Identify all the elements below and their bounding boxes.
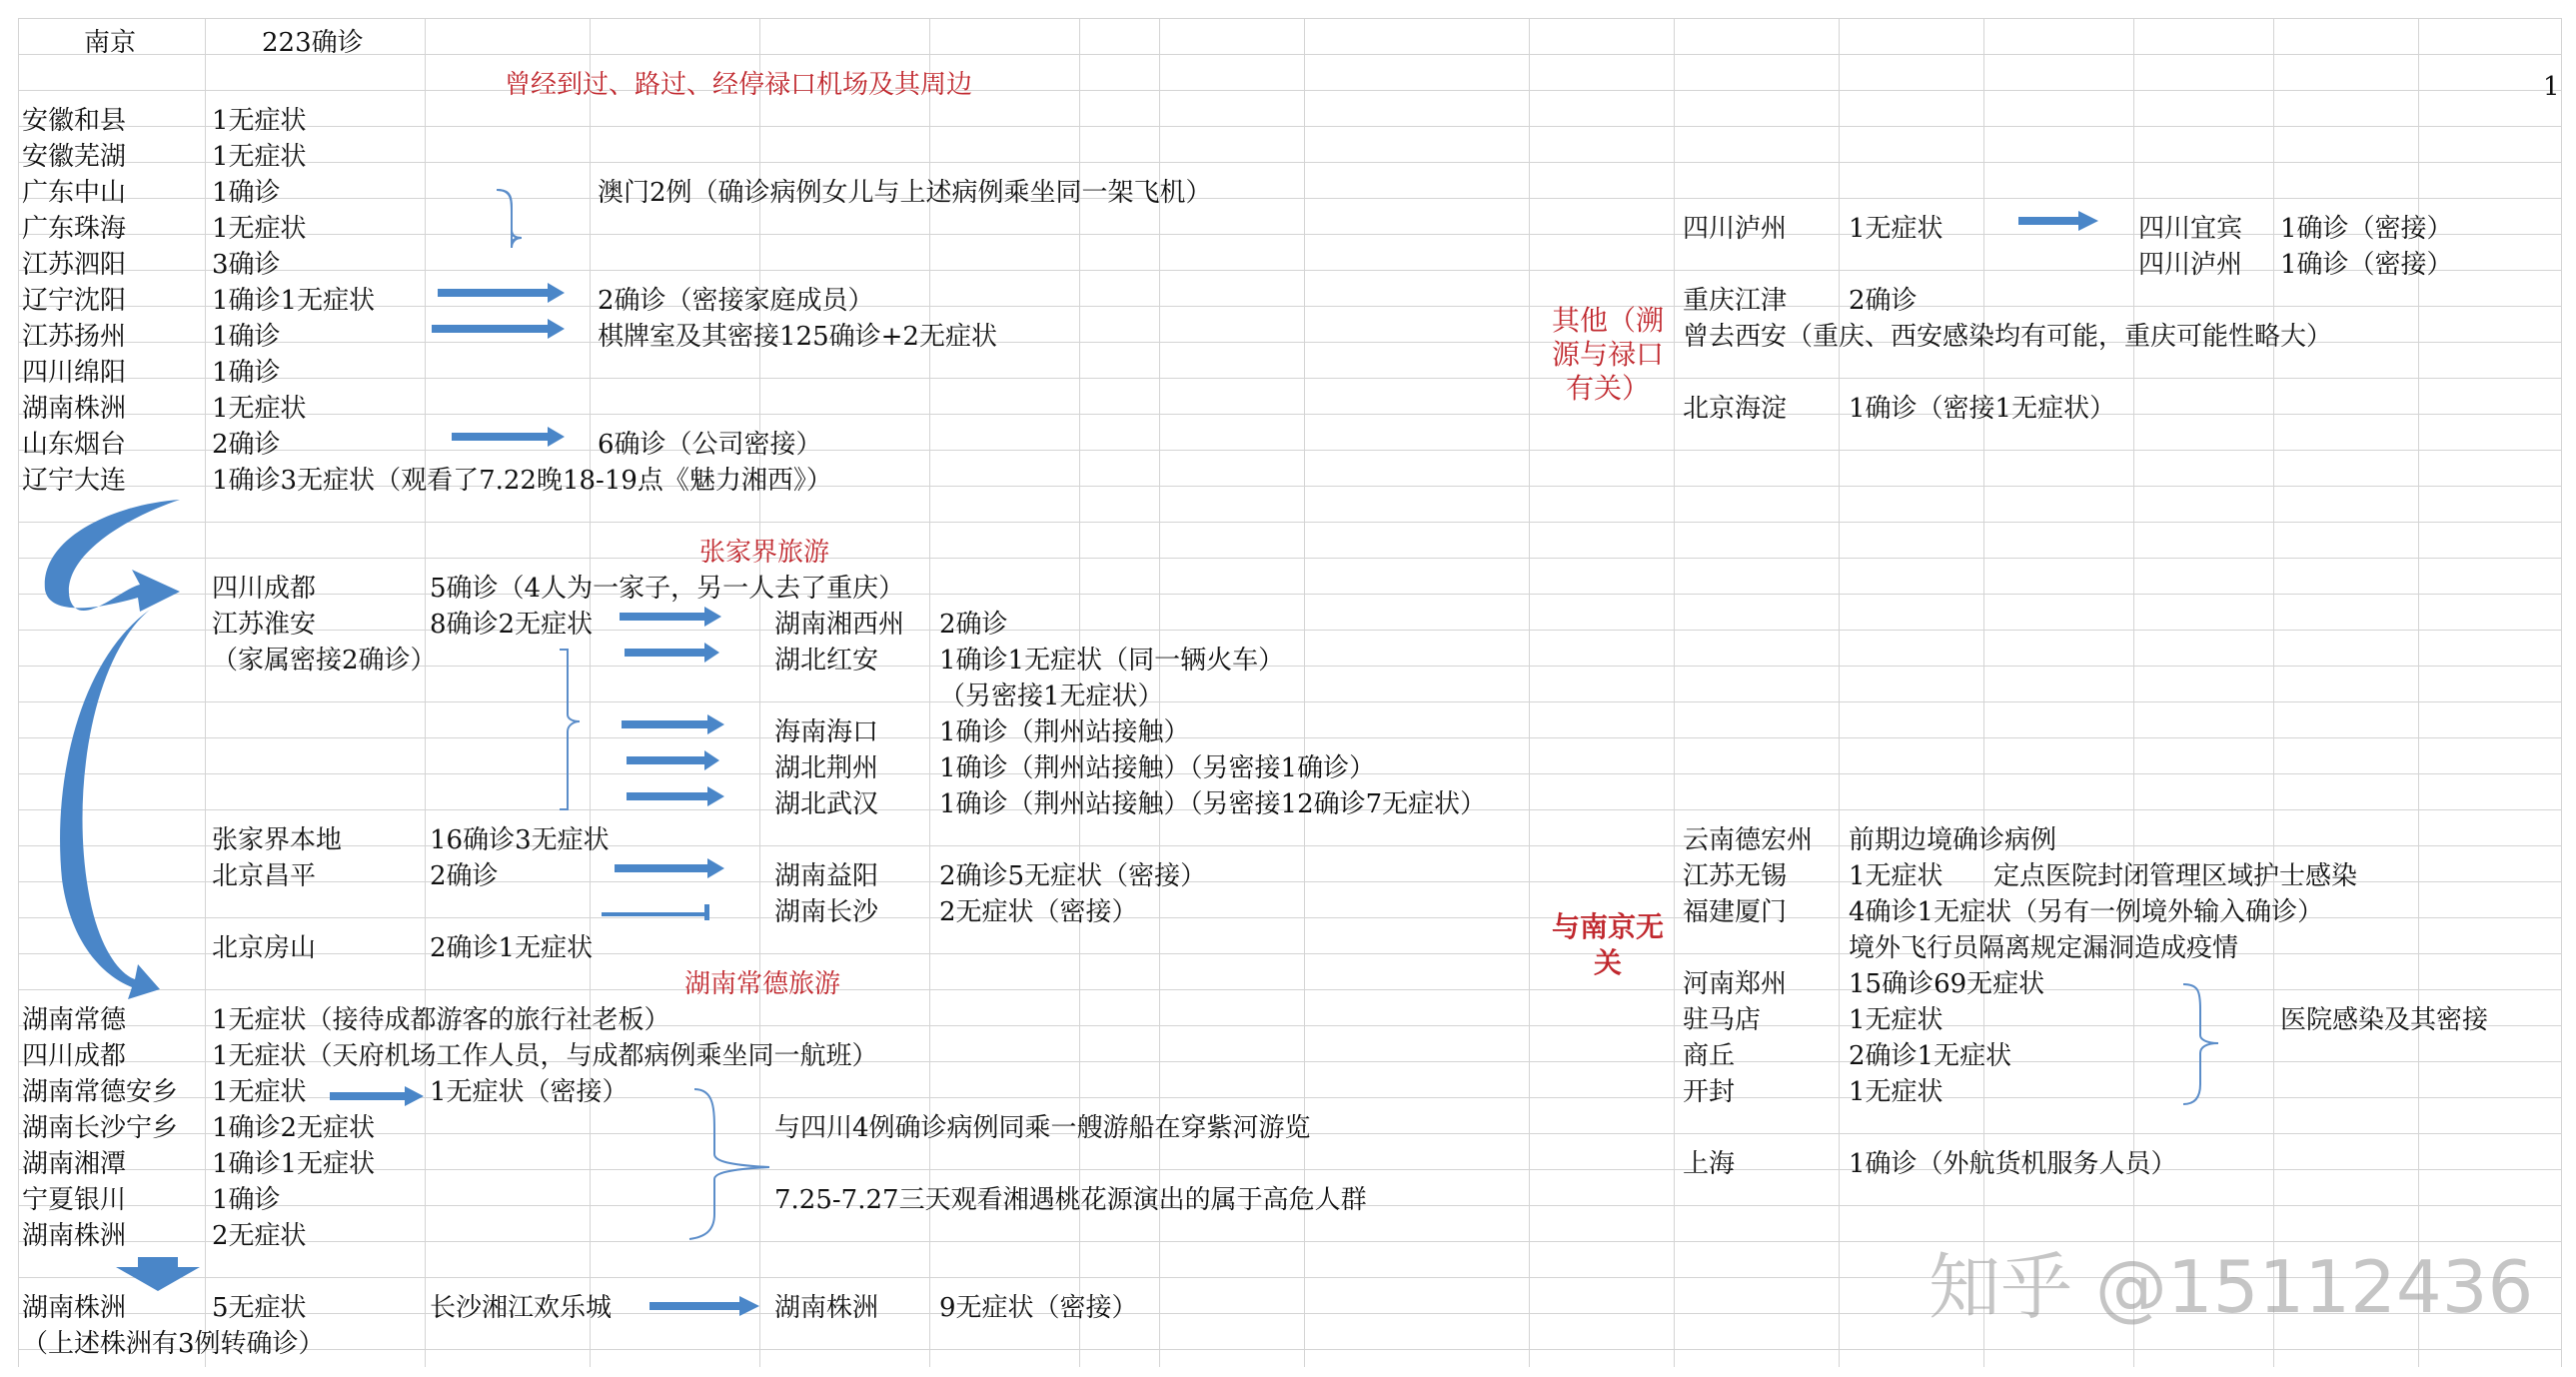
place: 安徽和县 <box>22 106 127 136</box>
cases: 前期边境确诊病例 <box>1849 825 2057 855</box>
section-changde-title: 湖南常德旅游 <box>684 969 841 999</box>
place: 江苏无锡 <box>1683 861 1788 891</box>
place: 曾去西安（重庆、西安感染均有可能，重庆可能性略大） <box>1683 322 2333 352</box>
place: 四川成都 <box>212 574 317 604</box>
place: 云南德宏州 <box>1683 825 1814 855</box>
cases: 2确诊 <box>939 610 1008 640</box>
place: 宁夏银川 <box>22 1185 127 1215</box>
cases: 4确诊1无症状（另有一例境外输入确诊） <box>1849 897 2324 927</box>
henan-note: 医院感染及其密接 <box>2280 1005 2489 1035</box>
cases: 1确诊 <box>212 178 281 208</box>
cases: 1确诊1无症状 <box>212 286 376 316</box>
place: 开封 <box>1683 1077 1736 1107</box>
cases: 1确诊2无症状 <box>212 1113 376 1143</box>
place: 江苏扬州 <box>22 322 127 352</box>
cases: 1无症状 <box>1849 1005 1943 1035</box>
place: 重庆江津 <box>1683 286 1788 316</box>
cases: 15确诊69无症状 <box>1849 969 2045 999</box>
header-city: 南京 <box>84 28 137 58</box>
place: （家属密接2确诊） <box>212 646 437 676</box>
place: 湖南株洲 <box>22 1293 127 1323</box>
cases: 境外飞行员隔离规定漏洞造成疫情 <box>1849 933 2239 963</box>
cases: 1无症状（天府机场工作人员，与成都病例乘坐同一航班） <box>212 1041 878 1071</box>
cases: 9无症状（密接） <box>939 1293 1138 1323</box>
note-yantai: 6确诊（公司密接） <box>598 430 822 460</box>
cases: 1确诊（密接） <box>2280 214 2453 244</box>
cases: 1无症状 <box>212 214 307 244</box>
cases: 1无症状 <box>1849 861 1943 891</box>
place: 湖南常德 <box>22 1005 127 1035</box>
cases: 1无症状 <box>212 142 307 172</box>
place: 安徽芜湖 <box>22 142 127 172</box>
place: 四川宜宾 <box>2138 214 2243 244</box>
place: 驻马店 <box>1683 1005 1762 1035</box>
place: 湖南长沙 <box>774 897 879 927</box>
brace-icon <box>497 190 2218 1239</box>
bottom-note: （上述株洲有3例转确诊） <box>22 1329 325 1359</box>
place: 北京房山 <box>212 933 317 963</box>
header-total: 223确诊 <box>262 28 364 58</box>
cases: 1无症状 <box>212 1077 307 1107</box>
place: 张家界本地 <box>212 825 343 855</box>
section-zhangjiajie-title: 张家界旅游 <box>699 538 830 568</box>
place: 广东珠海 <box>22 214 127 244</box>
section-unrelated-label: 与南京无关 <box>1551 910 1664 979</box>
right-arrow-icon <box>116 211 2098 1316</box>
cases: 1确诊（外航货机服务人员） <box>1849 1149 2177 1179</box>
cases: 8确诊2无症状 <box>430 610 594 640</box>
cases: 1确诊（密接） <box>2280 250 2453 280</box>
place: 湖北红安 <box>774 646 879 676</box>
cases: 1确诊 <box>212 322 281 352</box>
cases: 1无症状 <box>212 106 307 136</box>
cases: 2确诊 <box>430 861 499 891</box>
place: 四川泸州 <box>1683 214 1788 244</box>
place: 湖南长沙宁乡 <box>22 1113 179 1143</box>
cases: 5确诊（4人为一家子，另一人去了重庆） <box>430 574 905 604</box>
cases: 1无症状（接待成都游客的旅行社老板） <box>212 1005 670 1035</box>
cases: 1确诊（荆州站接触）（另密接12确诊7无症状） <box>939 789 1487 819</box>
cases: 2确诊1无症状 <box>430 933 594 963</box>
place: 上海 <box>1683 1149 1736 1179</box>
cases: 1确诊（荆州站接触） <box>939 717 1190 747</box>
place: 湖南湘西州 <box>774 610 905 640</box>
cases: 1无症状 <box>1849 1077 1943 1107</box>
place: 湖南常德安乡 <box>22 1077 179 1107</box>
section-other-label: 其他（溯源与禄口有关） <box>1551 304 1664 405</box>
cases: 1确诊（密接1无症状） <box>1849 394 2116 424</box>
page-number: 1 <box>2543 72 2560 102</box>
cases: 1无症状 <box>212 394 307 424</box>
place: 海南海口 <box>774 717 879 747</box>
cases: 5无症状 <box>212 1293 307 1323</box>
cases: 2确诊1无症状 <box>1849 1041 2012 1071</box>
place: 辽宁大连 <box>22 466 127 496</box>
cases: 2确诊 <box>212 430 281 460</box>
place: 辽宁沈阳 <box>22 286 127 316</box>
place: 山东烟台 <box>22 430 127 460</box>
place: 四川泸州 <box>2138 250 2243 280</box>
watermark: 知乎 @15112436 <box>1929 1245 2534 1329</box>
note-macau: 澳门2例（确诊病例女儿与上述病例乘坐同一架飞机） <box>598 178 1212 208</box>
cases: 1确诊1无症状（同一辆火车） <box>939 646 1285 676</box>
venue: 长沙湘江欢乐城 <box>430 1293 613 1323</box>
place: 江苏泗阳 <box>22 250 127 280</box>
place: 四川成都 <box>22 1041 127 1071</box>
place: 商丘 <box>1683 1041 1736 1071</box>
section-airport-title: 曾经到过、路过、经停禄口机场及其周边 <box>505 70 973 100</box>
place: 江苏淮安 <box>212 610 317 640</box>
curved-arrow-icon <box>45 500 180 999</box>
cases: 2无症状 <box>212 1221 307 1251</box>
cases: 1确诊 <box>212 358 281 388</box>
cases: 2确诊5无症状（密接） <box>939 861 1207 891</box>
cases: 1确诊3无症状（观看了7.22晚18-19点《魅力湘西》） <box>212 466 832 496</box>
place: 湖南株洲 <box>774 1293 879 1323</box>
place: 湖北武汉 <box>774 789 879 819</box>
note-show: 7.25-7.27三天观看湘遇桃花源演出的属于高危人群 <box>774 1185 1367 1215</box>
place: 湖南湘潭 <box>22 1149 127 1179</box>
cases: 16确诊3无症状 <box>430 825 610 855</box>
place: 广东中山 <box>22 178 127 208</box>
cases: 1确诊（荆州站接触）（另密接1确诊） <box>939 753 1376 783</box>
place: 北京海淀 <box>1683 394 1788 424</box>
cases: 3确诊 <box>212 250 281 280</box>
note-shenyang: 2确诊（密接家庭成员） <box>598 286 874 316</box>
cases: 1确诊1无症状 <box>212 1149 376 1179</box>
cases: 2无症状（密接） <box>939 897 1138 927</box>
note: 定点医院封闭管理区域护士感染 <box>1993 861 2358 891</box>
place: 河南郑州 <box>1683 969 1788 999</box>
note-yangzhou: 棋牌室及其密接125确诊+2无症状 <box>598 322 997 352</box>
place: 湖南益阳 <box>774 861 879 891</box>
place: 湖南株洲 <box>22 394 127 424</box>
cases: 2确诊 <box>1849 286 1918 316</box>
place: 北京昌平 <box>212 861 317 891</box>
cases: 1确诊 <box>212 1185 281 1215</box>
note-anxiang: 1无症状（密接） <box>430 1077 629 1107</box>
place: 四川绵阳 <box>22 358 127 388</box>
note-boat: 与四川4例确诊病例同乘一艘游船在穿紫河游览 <box>774 1113 1311 1143</box>
place: 湖北荆州 <box>774 753 879 783</box>
place: 福建厦门 <box>1683 897 1788 927</box>
cases: （另密接1无症状） <box>939 682 1164 711</box>
cases: 1无症状 <box>1849 214 1943 244</box>
place: 湖南株洲 <box>22 1221 127 1251</box>
